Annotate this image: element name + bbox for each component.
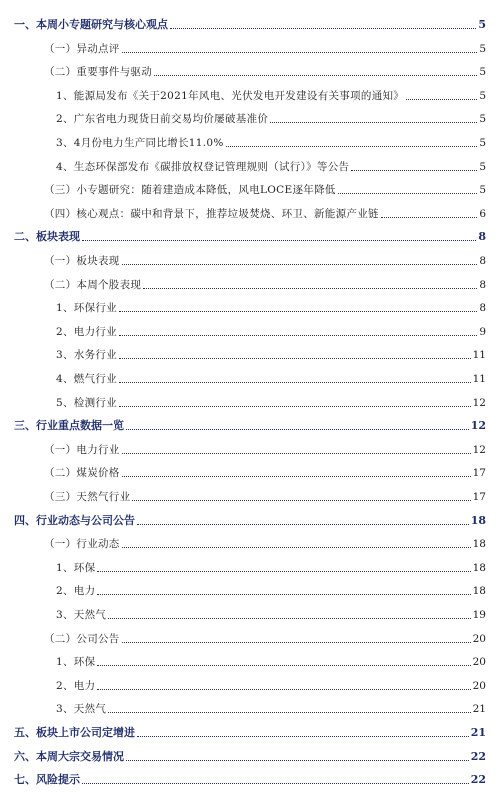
toc-page-number: 17 [472, 491, 486, 503]
toc-entry[interactable] [0, 130, 504, 150]
toc-dot-leader [82, 783, 469, 784]
toc-entry-row [44, 248, 486, 268]
toc-entry[interactable] [0, 673, 504, 693]
toc-entry-row [14, 508, 486, 528]
toc-entry-title: （四）核心观点：碳中和背景下，推荐垃圾焚烧、环卫、新能源产业链 [44, 207, 379, 220]
toc-entry-title: （三）天然气行业 [44, 491, 131, 503]
toc-dot-leader [122, 642, 471, 643]
toc-dot-leader [126, 429, 469, 430]
toc-entry-row [56, 106, 486, 126]
toc-entry-title: 1、能源局发布《关于2021年风电、光伏发电开发建设有关事项的通知》 [56, 89, 405, 102]
toc-entry-title: 3、水务行业 [56, 349, 117, 362]
toc-dot-leader [119, 335, 477, 336]
toc-entry-title: 四、行业动态与公司公告 [14, 513, 135, 527]
toc-entry[interactable] [0, 342, 504, 362]
toc-entry-title: （一）异动点评 [44, 42, 120, 55]
toc-entry[interactable] [0, 319, 504, 339]
toc-dot-leader [97, 594, 470, 595]
toc-entry-row [14, 744, 486, 764]
toc-entry-row [56, 342, 486, 362]
toc-section-entry[interactable] [0, 767, 504, 787]
toc-entry[interactable] [0, 484, 504, 504]
toc-entry-row [56, 390, 486, 410]
toc-page-number: 11 [472, 349, 486, 362]
toc-page-number: 21 [470, 726, 486, 739]
toc-page-number: 5 [478, 18, 486, 31]
toc-dot-leader [126, 760, 469, 761]
toc-entry[interactable] [0, 59, 504, 79]
toc-entry[interactable] [0, 602, 504, 622]
toc-entry[interactable] [0, 555, 504, 575]
toc-page-number: 8 [479, 278, 486, 291]
toc-page-number: 17 [472, 467, 486, 480]
toc-entry-title: （二）本周个股表现 [44, 278, 142, 291]
toc-entry-row [44, 201, 486, 221]
toc-entry-row [44, 484, 486, 504]
toc-entry-row [44, 272, 486, 292]
toc-page-number: 5 [479, 113, 486, 126]
toc-entry[interactable] [0, 154, 504, 174]
toc-dot-leader [108, 712, 470, 713]
toc-entry[interactable] [0, 201, 504, 221]
toc-entry-title: 二、板块表现 [14, 230, 80, 244]
toc-entry-row [14, 720, 486, 740]
toc-page-number: 6 [479, 207, 486, 220]
toc-page-number: 22 [470, 749, 486, 763]
toc-entry-row [44, 36, 486, 56]
toc-entry-title: 4、生态环保部发布《碳排放权登记管理规则（试行）》等公告 [56, 160, 350, 173]
toc-entry[interactable] [0, 696, 504, 716]
toc-section-entry[interactable] [0, 12, 504, 32]
toc-entry[interactable] [0, 36, 504, 56]
toc-entry-row [44, 177, 486, 197]
toc-dot-leader [154, 75, 477, 76]
toc-page-number: 8 [479, 302, 486, 315]
toc-dot-leader [270, 122, 477, 123]
toc-entry-title: 2、广东省电力现货日前交易均价屡破基准价 [56, 113, 269, 126]
toc-entry-row [56, 295, 486, 315]
toc-page-number: 12 [472, 443, 486, 456]
toc-entry-row [44, 626, 486, 646]
toc-page-number: 5 [479, 42, 486, 55]
toc-dot-leader [119, 382, 471, 383]
toc-entry-title: （一）电力行业 [44, 443, 120, 456]
toc-entry-title: 3、4月份电力生产同比增长11.0% [56, 137, 224, 149]
toc-entry[interactable] [0, 626, 504, 646]
toc-entry-title: 七、风险提示 [14, 773, 80, 787]
toc-entry-title: 1、环保 [56, 656, 96, 669]
toc-page-number: 12 [472, 396, 486, 409]
toc-section-entry[interactable] [0, 224, 504, 244]
toc-dot-leader [226, 146, 478, 147]
toc-entry[interactable] [0, 366, 504, 386]
toc-dot-leader [122, 52, 478, 53]
toc-entry[interactable] [0, 83, 504, 103]
toc-entry-row [56, 154, 486, 174]
toc-entry-title: 2、电力 [56, 679, 96, 692]
toc-entry-title: 5、检测行业 [56, 396, 117, 409]
toc-entry-row [14, 413, 486, 433]
toc-dot-leader [122, 264, 478, 265]
toc-entry-title: （二）公司公告 [44, 632, 120, 645]
toc-section-entry[interactable] [0, 508, 504, 528]
toc-dot-leader [97, 571, 470, 572]
toc-entry-row [44, 437, 486, 457]
toc-entry[interactable] [0, 295, 504, 315]
toc-entry-row [14, 12, 486, 32]
toc-dot-leader [143, 288, 477, 289]
toc-entry-row [56, 83, 486, 103]
toc-page-number: 5 [479, 160, 486, 173]
toc-entry-title: 4、燃气行业 [56, 373, 117, 385]
toc-entry-title: 一、本周小专题研究与核心观点 [14, 18, 168, 31]
toc-entry-row [44, 460, 486, 480]
toc-dot-leader [108, 618, 470, 619]
toc-entry-title: （一）行业动态 [44, 538, 120, 551]
toc-page-number: 5 [479, 137, 486, 149]
toc-entry-row [56, 578, 486, 598]
toc-section-entry[interactable] [0, 744, 504, 764]
toc-entry-title: 3、天然气 [56, 609, 107, 621]
toc-page-number: 5 [479, 89, 486, 102]
toc-dot-leader [119, 358, 471, 359]
toc-page-number: 11 [472, 373, 486, 385]
toc-page-number: 9 [479, 325, 486, 338]
toc-entry[interactable] [0, 578, 504, 598]
toc-entry-title: （二）煤炭价格 [44, 467, 120, 480]
toc-entry[interactable] [0, 460, 504, 480]
toc-entry-row [56, 366, 486, 386]
toc-entry-title: 1、环保行业 [56, 302, 117, 315]
toc-entry[interactable] [0, 106, 504, 126]
toc-entry-row [56, 649, 486, 669]
toc-entry[interactable] [0, 177, 504, 197]
toc-dot-leader [381, 217, 478, 218]
toc-entry[interactable] [0, 272, 504, 292]
toc-section-entry[interactable] [0, 720, 504, 740]
toc-page-number: 20 [472, 656, 486, 669]
toc-page-number: 20 [472, 679, 486, 692]
toc-dot-leader [119, 311, 477, 312]
toc-entry-row [44, 531, 486, 551]
toc-entry-row [56, 696, 486, 716]
toc-section-entry[interactable] [0, 413, 504, 433]
toc-page-number: 21 [472, 703, 486, 716]
toc-page-number: 8 [478, 230, 486, 244]
toc-entry-title: 六、本周大宗交易情况 [14, 749, 124, 763]
toc-dot-leader [351, 170, 477, 171]
toc-page-number: 22 [470, 773, 486, 787]
toc-dot-leader [137, 524, 469, 525]
toc-entry-row [56, 602, 486, 622]
toc-page-number: 8 [479, 255, 486, 267]
toc-entry-title: 3、天然气 [56, 703, 107, 716]
toc-dot-leader [122, 547, 471, 548]
toc-entry-title: （一）板块表现 [44, 255, 120, 267]
toc-entry-row [14, 224, 486, 244]
toc-entry[interactable] [0, 248, 504, 268]
toc-page-number: 19 [472, 609, 486, 621]
toc-entry-row [44, 59, 486, 79]
toc-entry[interactable] [0, 531, 504, 551]
toc-dot-leader [170, 28, 476, 29]
toc-entry-row [56, 673, 486, 693]
toc-entry[interactable] [0, 649, 504, 669]
toc-dot-leader [119, 406, 471, 407]
toc-entry-title: 三、行业重点数据一览 [14, 419, 124, 433]
toc-entry-row [56, 319, 486, 339]
toc-dot-leader [137, 736, 469, 737]
toc-entry-title: 2、电力行业 [56, 325, 117, 338]
toc-entry-row [56, 130, 486, 150]
toc-page-number: 18 [472, 561, 486, 574]
toc-dot-leader [406, 99, 477, 100]
toc-dot-leader [132, 500, 470, 501]
toc-page-number: 12 [470, 419, 486, 433]
toc-dot-leader [122, 453, 471, 454]
toc-dot-leader [122, 476, 471, 477]
toc-dot-leader [97, 665, 470, 666]
toc-entry[interactable] [0, 390, 504, 410]
toc-entry[interactable] [0, 437, 504, 457]
toc-page-number: 18 [472, 538, 486, 551]
toc-entry-title: 1、环保 [56, 561, 96, 574]
toc-entry-title: 五、板块上市公司定增进 [14, 726, 135, 739]
toc-page-number: 18 [470, 513, 486, 527]
toc-dot-leader [338, 193, 478, 194]
toc-page-number: 5 [479, 66, 486, 79]
toc-page-number: 18 [472, 585, 486, 598]
toc-dot-leader [82, 240, 476, 241]
toc-page-number: 5 [479, 184, 486, 197]
toc-entry-title: （二）重要事件与驱动 [44, 66, 152, 79]
toc-entry-row [14, 767, 486, 787]
toc-entry-title: 2、电力 [56, 585, 96, 598]
toc-page-number: 20 [472, 632, 486, 645]
toc-dot-leader [97, 689, 470, 690]
toc-entry-row [56, 555, 486, 575]
toc-entry-title: （三）小专题研究：随着建造成本降低，风电LOCE逐年降低 [44, 184, 336, 197]
